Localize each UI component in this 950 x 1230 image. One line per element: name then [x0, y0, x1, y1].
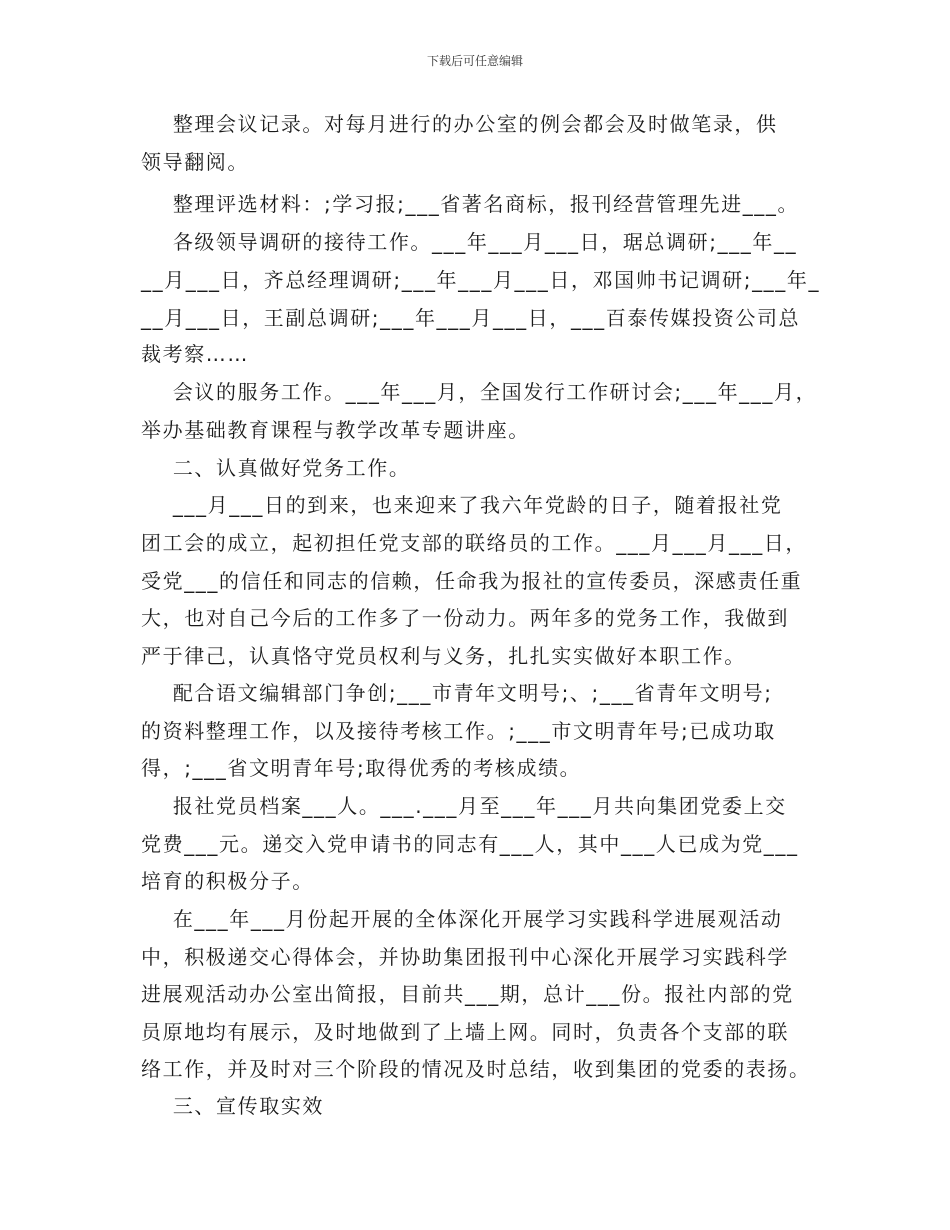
- text-line: 整理评选材料：;学习报;___省著名商标，报刊经营管理先进___。: [141, 192, 800, 216]
- text-line: 员原地均有展示，及时地做到了上墙上网。同时，负责各个支部的联: [141, 1020, 789, 1044]
- page-header: 下载后可任意编辑: [426, 54, 523, 68]
- text-line: __月___日，王副总调研;___年___月___日，___百泰传媒投资公司总: [141, 306, 801, 330]
- text-line: 的资料整理工作，以及接待考核工作。;___市文明青年号;已成功取: [141, 719, 776, 743]
- text-line: 各级领导调研的接待工作。___年___月___日，琚总调研;___年__: [141, 230, 798, 254]
- text-line: 领导翻阅。: [141, 150, 249, 174]
- section-heading: 二、认真做好党务工作。: [141, 456, 411, 480]
- text-line: 配合语文编辑部门争创;___市青年文明号;、;___省青年文明号;: [141, 681, 773, 705]
- text-line: 大，也对自己今后的工作多了一份动力。两年多的党务工作，我做到: [141, 606, 789, 630]
- text-line: 络工作，并及时对三个阶段的情况及时总结，收到集团的党委的表扬。: [141, 1057, 811, 1081]
- text-line: 党费___元。递交入党申请书的同志有___人，其中___人已成为党___: [141, 832, 799, 856]
- text-line: 中，积极递交心得体会，并协助集团报刊中心深化开展学习实践科学: [141, 945, 789, 969]
- section-heading: 三、宣传取实效: [141, 1094, 325, 1118]
- text-line: __月___日，齐总经理调研;___年___月___日，邓国帅书记调研;___年_: [141, 268, 821, 292]
- text-line: 进展观活动办公室出简报，目前共___期，总计___份。报社内部的党: [141, 982, 794, 1006]
- text-line: 受党___的信任和同志的信赖，任命我为报社的宣传委员，深感责任重: [141, 569, 803, 593]
- text-line: 整理会议记录。对每月进行的办公室的例会都会及时做笔录，供: [141, 112, 778, 136]
- text-line: 严于律己，认真恪守党员权利与义务，扎扎实实做好本职工作。: [141, 644, 746, 668]
- text-line: ___月___日的到来，也来迎来了我六年党龄的日子，随着报社党: [141, 493, 783, 517]
- text-line: 得，;___省文明青年号;取得优秀的考核成绩。: [141, 756, 582, 780]
- text-line: 裁考察……: [141, 342, 249, 366]
- text-line: 团工会的成立，起初担任党支部的联络员的工作。___月___月___日，: [141, 531, 807, 555]
- text-line: 报社党员档案___人。___.___月至___年___月共向集团党委上交: [141, 794, 787, 818]
- text-line: 在___年___月份起开展的全体深化开展学习实践科学进展观活动: [141, 907, 783, 931]
- text-line: 举办基础教育课程与教学改革专题讲座。: [141, 418, 530, 442]
- text-line: 会议的服务工作。___年___月，全国发行工作研讨会;___年___月，: [141, 380, 818, 404]
- text-line: 培育的积极分子。: [141, 869, 314, 893]
